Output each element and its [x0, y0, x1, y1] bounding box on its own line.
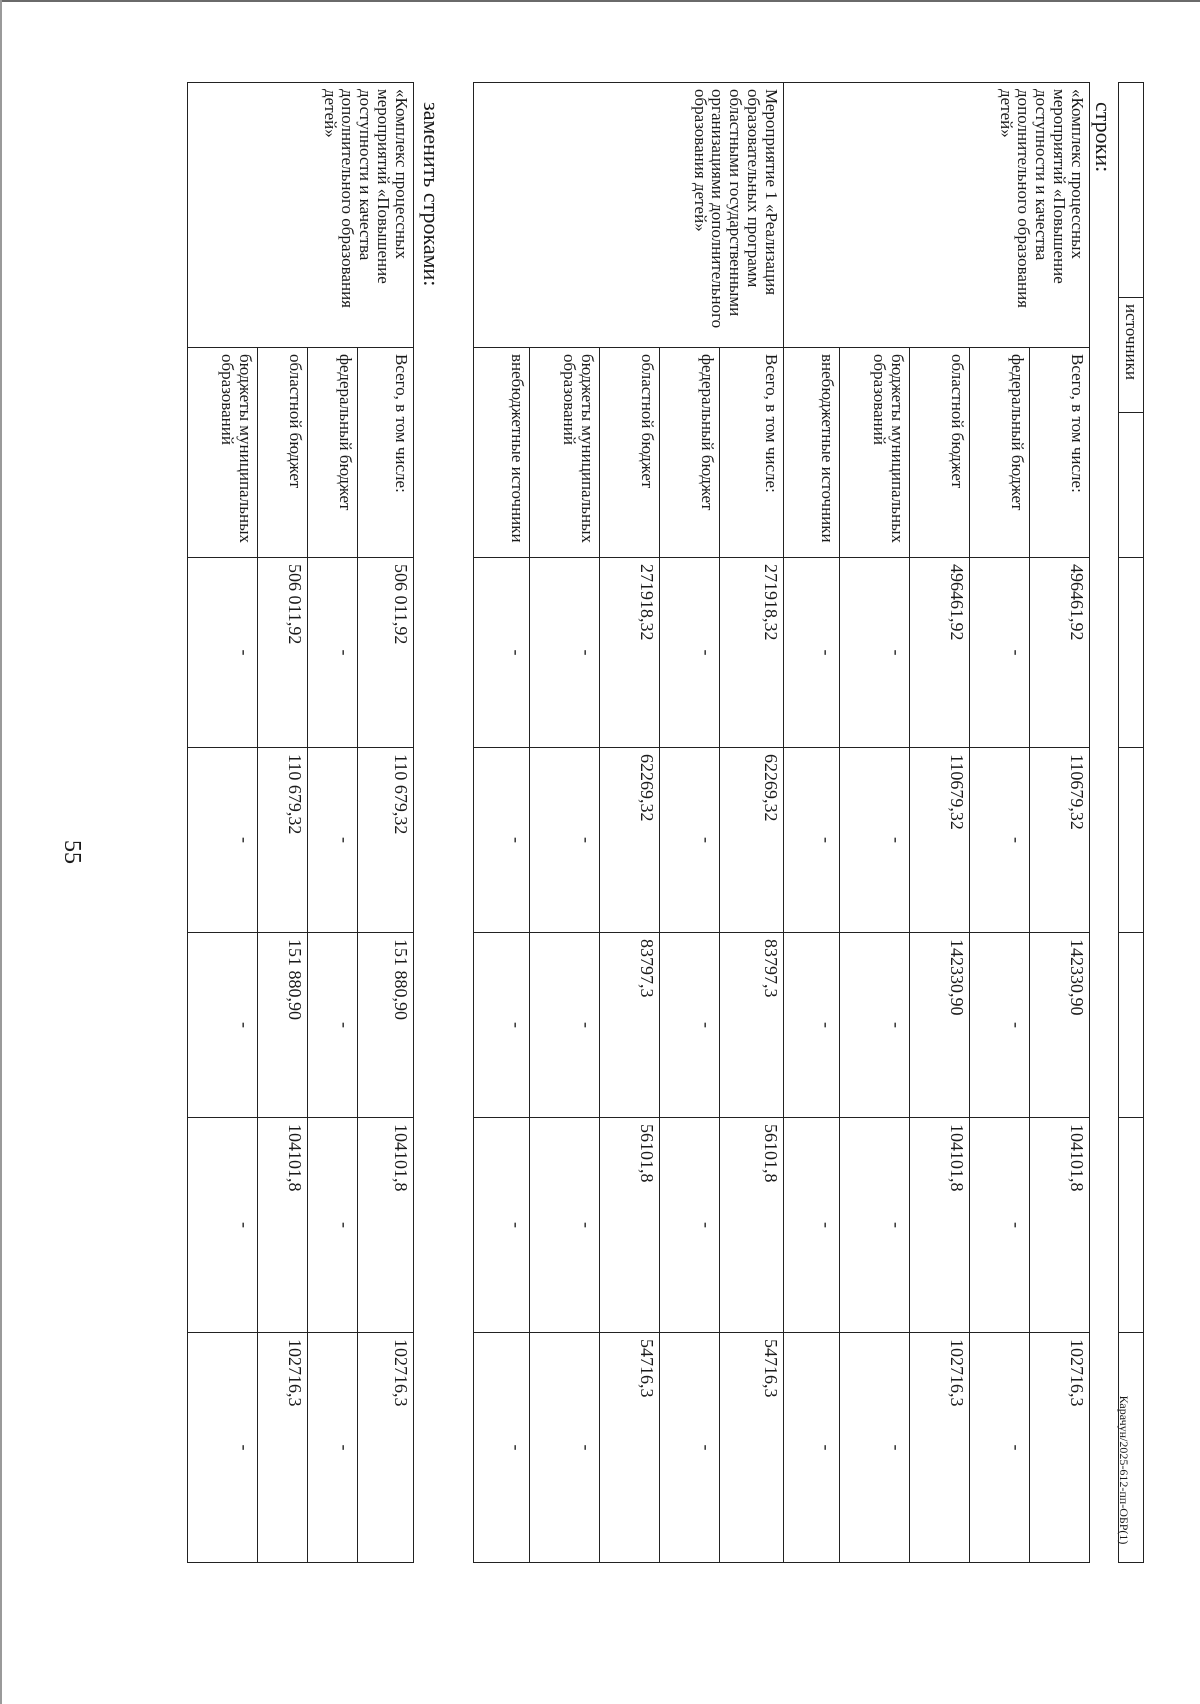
value-cell: 104101,8 [910, 1118, 970, 1333]
scan-left-edge [0, 0, 2, 1704]
table-row [358, 83, 414, 1563]
value-cell: - [840, 933, 910, 1118]
table-group-body [188, 83, 414, 1563]
value-cell: - [308, 1118, 358, 1333]
value-cell: - [188, 558, 258, 748]
value-cell: - [970, 1118, 1030, 1333]
value-cell: - [308, 748, 358, 933]
group-name-cell: Мероприятие 1 «Реализация образовательных программ областными государственными организациями дополнительного образования детей» [474, 83, 784, 348]
value-cell: - [970, 558, 1030, 748]
value-cell: 151 880,90 [358, 933, 414, 1118]
header-name-cell [1119, 83, 1144, 298]
value-cell: - [308, 558, 358, 748]
header-cell [1119, 558, 1144, 748]
value-cell: - [784, 748, 840, 933]
value-cell: 62269,32 [600, 748, 660, 933]
value-cell: - [530, 558, 600, 748]
source-cell: Всего, в том числе: [720, 348, 784, 558]
value-cell: 54716,3 [720, 1333, 784, 1563]
old-rows-table [473, 82, 1090, 1563]
value-cell: - [784, 1118, 840, 1333]
value-cell: - [660, 933, 720, 1118]
value-cell: 104101,8 [258, 1118, 308, 1333]
source-cell: областной бюджет [258, 348, 308, 558]
value-cell: - [784, 933, 840, 1118]
value-cell: - [970, 748, 1030, 933]
value-cell: - [840, 1118, 910, 1333]
header-cell [1119, 933, 1144, 1118]
value-cell: - [784, 1333, 840, 1563]
value-cell: - [840, 748, 910, 933]
table-row [1030, 83, 1090, 1563]
header-cell [1119, 1333, 1144, 1563]
source-cell: внебюджетные источники [784, 348, 840, 558]
value-cell: 110679,32 [1030, 748, 1090, 933]
value-cell: - [308, 1333, 358, 1563]
header-cell [1119, 1118, 1144, 1333]
table-group-body [474, 83, 784, 1563]
value-cell: - [840, 1333, 910, 1563]
rotated-page-content [140, 52, 1180, 1652]
group-name-cell: «Комплекс процессных мероприятий «Повышение доступности и качества дополнительного образования детей» [188, 83, 414, 348]
source-cell: внебюджетные источники [474, 348, 530, 558]
value-cell: - [474, 1118, 530, 1333]
value-cell: 271918,32 [600, 558, 660, 748]
header-cell [1119, 413, 1144, 558]
value-cell: 151 880,90 [258, 933, 308, 1118]
value-cell: 104101,8 [358, 1118, 414, 1333]
source-cell: областной бюджет [910, 348, 970, 558]
value-cell: - [474, 748, 530, 933]
value-cell: - [660, 558, 720, 748]
value-cell: - [660, 1333, 720, 1563]
value-cell: - [660, 748, 720, 933]
value-cell: - [188, 933, 258, 1118]
value-cell: 506 011,92 [258, 558, 308, 748]
value-cell: - [970, 1333, 1030, 1563]
source-cell: бюджеты муниципальных образований [530, 348, 600, 558]
source-cell: федеральный бюджет [660, 348, 720, 558]
value-cell: 102716,3 [358, 1333, 414, 1563]
value-cell: 56101,8 [720, 1118, 784, 1333]
value-cell: - [530, 1118, 600, 1333]
value-cell: - [970, 933, 1030, 1118]
value-cell: 102716,3 [258, 1333, 308, 1563]
header-table [1118, 82, 1144, 1563]
document-footer: Карачун/2025-612-пп-ОБР(1) [1117, 1395, 1131, 1545]
value-cell: 83797,3 [720, 933, 784, 1118]
value-cell: - [784, 558, 840, 748]
group-name-cell: «Комплекс процессных мероприятий «Повышение доступности и качества дополнительного образования детей» [784, 83, 1090, 348]
value-cell: - [188, 748, 258, 933]
value-cell: - [530, 748, 600, 933]
source-cell: Всего, в том числе: [358, 348, 414, 558]
section-label-old-rows: строки: [1091, 102, 1116, 173]
value-cell: - [660, 1118, 720, 1333]
new-rows-table [187, 82, 414, 1563]
header-source-cell: источники [1119, 298, 1144, 413]
value-cell: 104101,8 [1030, 1118, 1090, 1333]
source-cell: областной бюджет [600, 348, 660, 558]
value-cell: 83797,3 [600, 933, 660, 1118]
value-cell: - [474, 558, 530, 748]
source-cell: бюджеты муниципальных образований [840, 348, 910, 558]
header-cell [1119, 748, 1144, 933]
value-cell: 54716,3 [600, 1333, 660, 1563]
value-cell: - [188, 1118, 258, 1333]
value-cell: 102716,3 [910, 1333, 970, 1563]
value-cell: 110 679,32 [358, 748, 414, 933]
table-group-body [784, 83, 1090, 1563]
source-cell: Всего, в том числе: [1030, 348, 1090, 558]
value-cell: 506 011,92 [358, 558, 414, 748]
value-cell: - [474, 1333, 530, 1563]
value-cell: - [474, 933, 530, 1118]
value-cell: 142330,90 [1030, 933, 1090, 1118]
scan-top-edge [0, 0, 1200, 2]
value-cell: 56101,8 [600, 1118, 660, 1333]
value-cell: 102716,3 [1030, 1333, 1090, 1563]
value-cell: 110 679,32 [258, 748, 308, 933]
table-row [720, 83, 784, 1563]
value-cell: - [530, 933, 600, 1118]
value-cell: 271918,32 [720, 558, 784, 748]
source-cell: федеральный бюджет [308, 348, 358, 558]
value-cell: - [840, 558, 910, 748]
value-cell: 142330,90 [910, 933, 970, 1118]
value-cell: - [308, 933, 358, 1118]
value-cell: 496461,92 [1030, 558, 1090, 748]
value-cell: 496461,92 [910, 558, 970, 748]
source-cell: федеральный бюджет [970, 348, 1030, 558]
page-number: 55 [59, 840, 85, 864]
value-cell: - [530, 1333, 600, 1563]
value-cell: 62269,32 [720, 748, 784, 933]
section-label-new-rows: заменить строками: [419, 102, 444, 287]
value-cell: 110679,32 [910, 748, 970, 933]
source-cell: бюджеты муниципальных образований [188, 348, 258, 558]
value-cell: - [188, 1333, 258, 1563]
